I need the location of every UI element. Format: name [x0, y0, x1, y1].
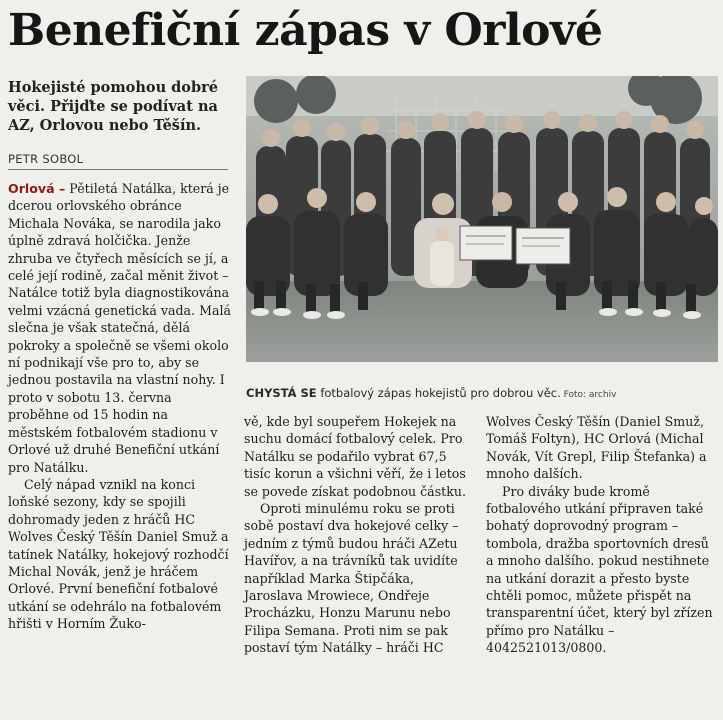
article-column-1	[8, 180, 234, 633]
caption-head: CHYSTÁ SE	[246, 386, 317, 400]
dateline: Orlová –	[8, 181, 66, 196]
lead-paragraph: Hokejisté pomohou dobré věci. Přijďte se podívat na AZ, Orlovou nebo Těšín.	[8, 79, 218, 134]
col2-paragraph-2: Oproti minulému roku se proti sobě postaví dva hokejové celky – jedním z týmů budou hráči AZetu Havířov, a na trávníků tak uvidíte například Marka Štipčáka, Jaroslava Mrowiece, Ondřeje Procházku, Honzu Marunu nebo Filipa Semana. Proti nim se pak postaví tým Natálky – hráči HC	[244, 501, 459, 656]
col3-paragraph-2: Pro diváky bude kromě fotbalového utkání připraven také bohatý doprovodný program – tombola, dražba sportovních dresů a mnoho dalšího. pokud nestihnete na utkání dorazit a přesto byste chtěli pomoc, můžete přispět na transparentní účet, který byl zřízen přímo pro Natálku – 4042521013/0800.	[486, 483, 713, 656]
photo-credit: Foto: archiv	[560, 390, 617, 400]
article-column-3	[486, 413, 718, 657]
article-column-2	[244, 413, 472, 657]
team-photo	[246, 76, 718, 362]
col1-p1-text: Pětiletá Natálka, která je dcerou orlovského obránce Michala Nováka, se narodila jako úplně zdravá holčička. Jenže zhruba ve čtyřech měsících se jí, a celé její rodině, začal měnit život – Natálce totiž byla diagnostikována velmi vzácná genetická vada. Malá slečna je však statečná, dělá pokroky a společně se všemi okolo ní podnikají vše pro to, aby se jednou postavila na vlastní nohy. I proto v sobotu 13. června proběhne od 15 hodin na městském fotbalovém stadionu v Orlové už druhé Benefiční utkání pro Natálku.	[8, 181, 232, 475]
headline: Benefiční zápas v Orlové	[8, 5, 603, 56]
col1-paragraph-1	[8, 180, 234, 476]
col3-paragraph-1: Wolves Český Těšín (Daniel Smuž, Tomáš Foltyn), HC Orlová (Michal Novák, Vít Grepl, Filip Štefanka) a mnoho dalších.	[486, 414, 707, 482]
photo-caption	[246, 386, 718, 400]
team-photo-illustration	[246, 76, 718, 362]
byline: PETR SOBOL	[8, 152, 228, 170]
caption-text: fotbalový zápas hokejistů pro dobrou věc.	[316, 386, 561, 400]
col2-paragraph-1: vě, kde byl soupeřem Hokejek na suchu domácí fotbalový celek. Pro Natálku se podařilo vybrat 67,5 tisíc korun a všichni věří, že i letos se povede získat podobnou částku.	[244, 414, 466, 499]
col1-paragraph-2: Celý nápad vznikl na konci loňské sezony, kdy se spojili dohromady jeden z hráčů HC Wolves Český Těšín Daniel Smuž a tatínek Natálky, hokejový rozhodčí Michal Novák, jenž je hráčem Orlové. První benefiční fotbalové utkání se odehrálo na fotbalovém hřišti v Horním Žuko-	[8, 476, 229, 632]
